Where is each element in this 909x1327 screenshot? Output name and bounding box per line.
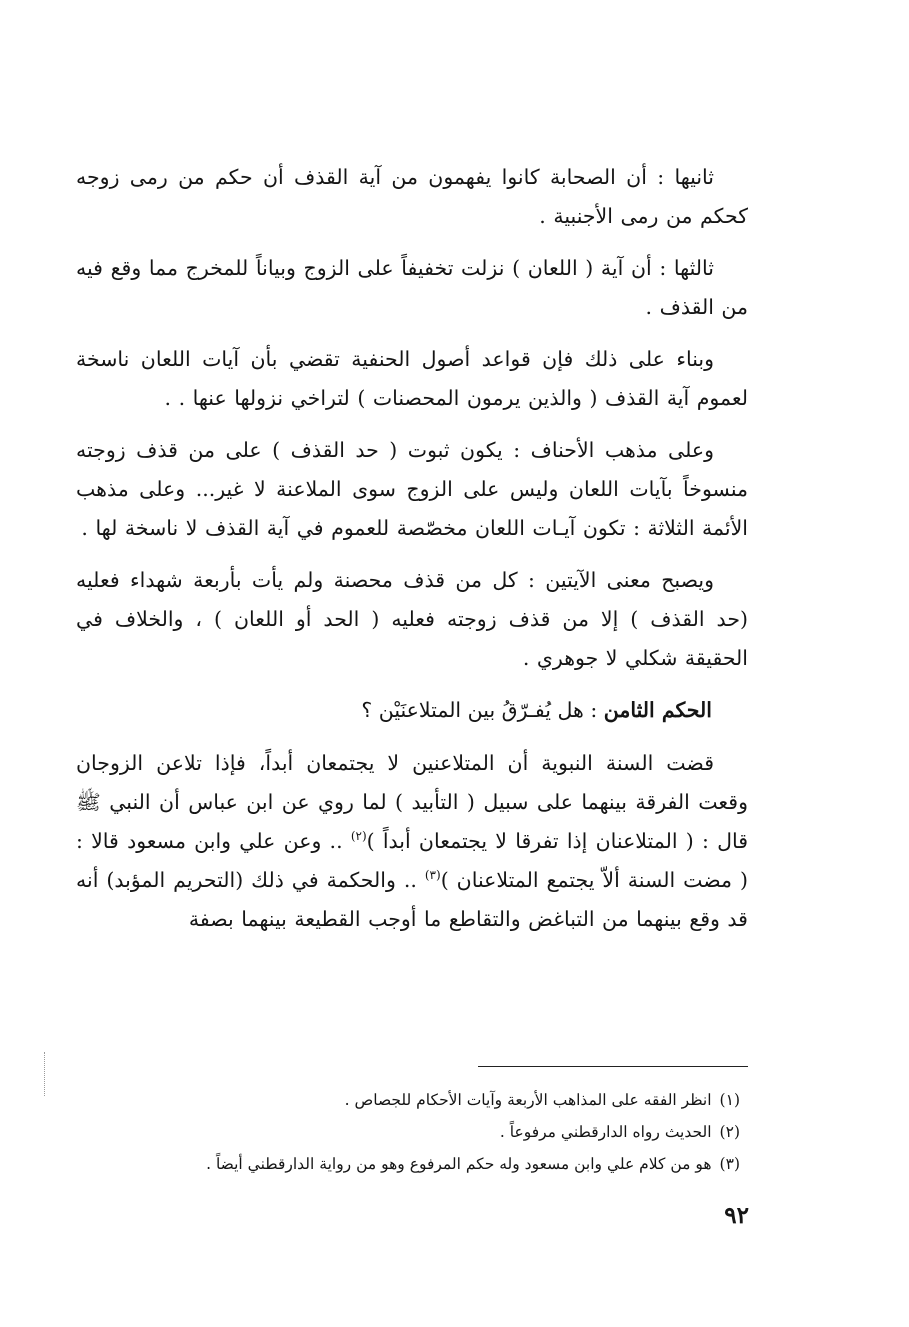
- footnote-item: [76, 1116, 748, 1148]
- paragraph-sunnah-part-2: .. وعن علي وابن مسعود قالا : ( مضت السنة ألاّ يجتمع المتلاعنان ): [76, 829, 748, 892]
- footnote-item: [76, 1084, 748, 1116]
- scan-edge-mark: [44, 1052, 47, 1096]
- paragraph-meaning-of-verses: ويصبح معنى الآيتين : كل من قذف محصنة ولم يأت بأربعة شهداء فعليه (حد القذف ) إلا من قذف زوجته فعليه ( الحد أو اللعان ) ، والخلاف في الحقيقة شكلي لا جوهري .: [76, 568, 748, 670]
- section-heading: [76, 691, 748, 730]
- section-heading-label: الحكم الثامن: [603, 698, 712, 722]
- section-heading-text: : هل يُفـرّقُ بين المتلاعنَيْن ؟: [361, 698, 604, 722]
- paragraph-hanafi-rules: وبناء على ذلك فإن قواعد أصول الحنفية تقضي بأن آيات اللعان ناسخة لعموم آية القذف ( والذين يرمون المحصنات ) لتراخي نزولها عنها . .: [76, 347, 748, 410]
- paragraph-sunnah-part-3: .. والحكمة في ذلك (التحريم المؤبد) أنه قد وقع بينهما من التباغض والتقاطع ما أوجب القطيعة بينهما بصفة: [76, 868, 748, 931]
- footnote-number: (٢): [719, 1123, 740, 1141]
- footnote-text: الحديث رواه الدارقطني مرفوعاً .: [499, 1123, 712, 1141]
- paragraph-sunnah-ruling: [76, 744, 748, 939]
- footnote-text: هو من كلام علي وابن مسعود وله حكم المرفوع وهو من رواية الدارقطني أيضاً .: [206, 1155, 712, 1173]
- footnote-ref-2[interactable]: (٢): [350, 829, 367, 844]
- footnote-number: (١): [719, 1091, 740, 1109]
- page-number: ٩٢: [724, 1202, 749, 1229]
- footnotes-list: [76, 1084, 748, 1180]
- paragraph-schools-view: وعلى مذهب الأحناف : يكون ثبوت ( حد القذف ) على من قذف زوجته منسوخاً بآيات اللعان وليس على الزوج سوى الملاعنة لا غير... وعلى مذهب الأئمة الثلاثة : تكون آيـات اللعان مخصّصة للعموم في آية القذف لا ناسخة لها .: [76, 438, 748, 540]
- paragraph-second-point: ثانيها : أن الصحابة كانوا يفهمون من آية القذف أن حكم من رمى زوجه كحكم من رمى الأجنبية .: [76, 165, 748, 228]
- footnote-item: [76, 1148, 748, 1180]
- footnote-ref-3[interactable]: (٣): [424, 868, 441, 883]
- footnote-text: انظر الفقه على المذاهب الأربعة وآيات الأحكام للجصاص .: [344, 1091, 712, 1109]
- footnote-number: (٣): [719, 1155, 740, 1173]
- page-body: [76, 158, 748, 952]
- footnote-separator: [478, 1066, 748, 1067]
- paragraph-third-point: ثالثها : أن آية ( اللعان ) نزلت تخفيفاً على الزوج وبياناً للمخرج مما وقع فيه من القذف .: [76, 256, 748, 319]
- paragraph-sunnah-part-1: قضت السنة النبوية أن المتلاعنين لا يجتمعان أبداً، فإذا تلاعن الزوجان وقعت الفرقة بينهما على سبيل ( التأبيد ) لما روي عن ابن عباس أن النبي ﷺ قال : ( المتلاعنان إذا تفرقا لا يجتمعان أبداً ): [76, 751, 749, 853]
